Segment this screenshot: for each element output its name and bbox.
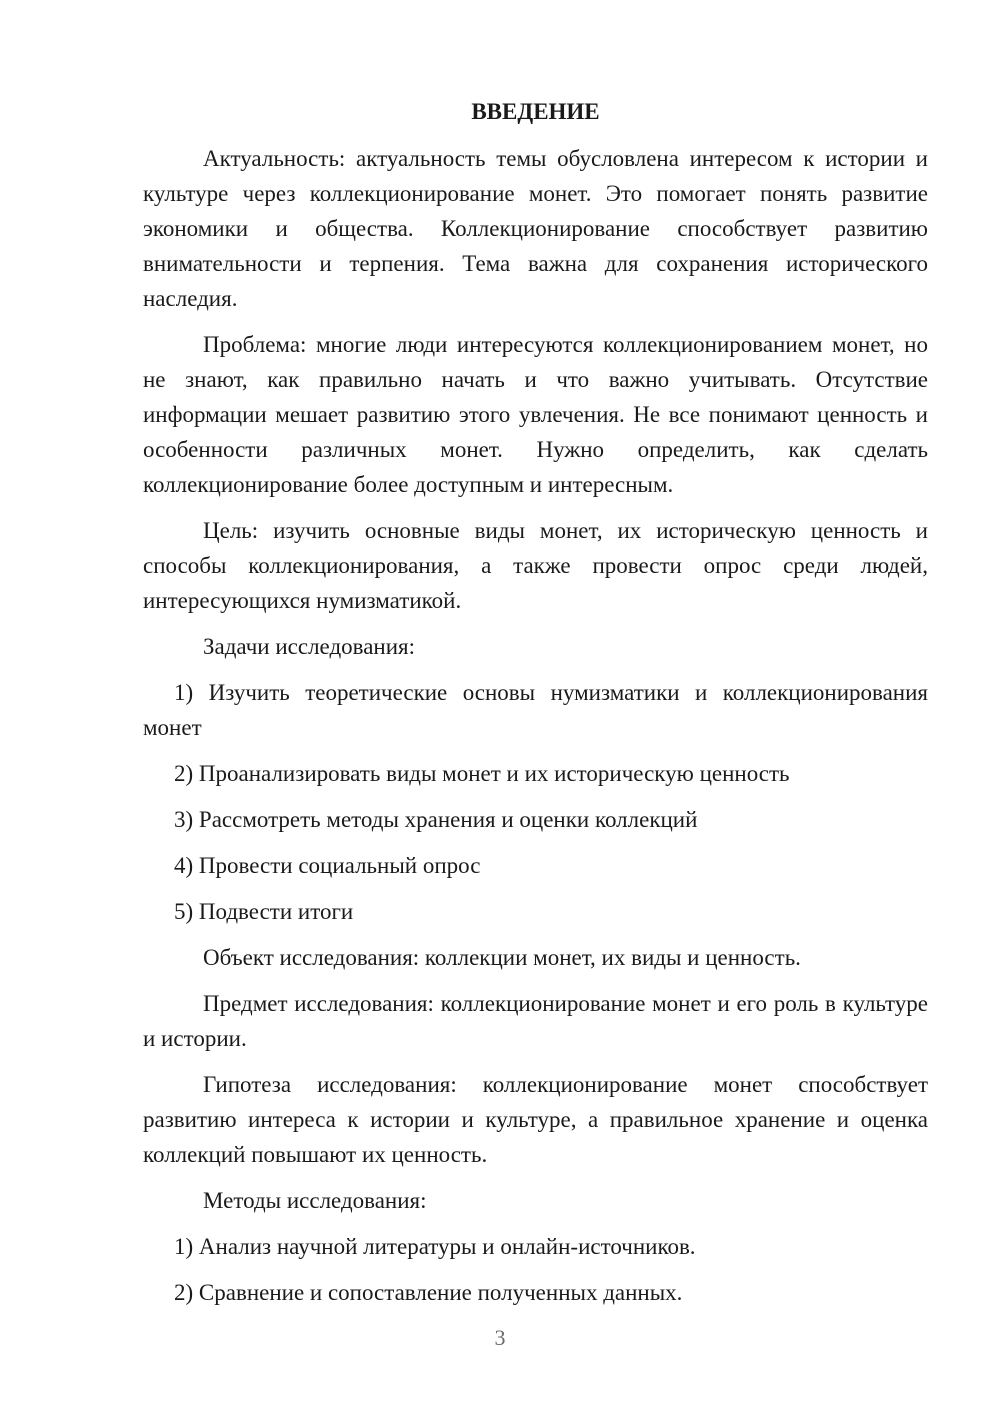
page-number: 3 (494, 1325, 506, 1350)
tasks-label: Задачи исследования: (203, 634, 416, 659)
method-item: 2) Сравнение и сопоставление полученных данных. (174, 1280, 683, 1305)
document-page (143, 94, 928, 1321)
task-item: 1) Изучить теоретические основы нумизматики и коллекционирования монет (143, 680, 928, 740)
methods-label: Методы исследования: (203, 1188, 427, 1213)
task-item: 5) Подвести итоги (174, 899, 354, 924)
task-item: 3) Рассмотреть методы хранения и оценки коллекций (174, 807, 698, 832)
relevance-paragraph: Актуальность: актуальность темы обусловлена интересом к истории и культуре через коллекционирование монет. Это помогает понять развитие экономики и общества. Коллекционирование способствует развитию внимательности и терпения. Тема важна для сохранения исторического наследия. (143, 146, 928, 311)
task-item: 2) Проанализировать виды монет и их историческую ценность (174, 761, 790, 786)
task-item: 4) Провести социальный опрос (174, 853, 481, 878)
goal-paragraph: Цель: изучить основные виды монет, их историческую ценность и способы коллекционирования, а также провести опрос среди людей, интересующихся нумизматикой. (143, 518, 928, 613)
hypothesis-paragraph: Гипотеза исследования: коллекционирование монет способствует развитию интереса к истории и культуре, а правильное хранение и оценка коллекций повышают их ценность. (143, 1072, 928, 1167)
method-item: 1) Анализ научной литературы и онлайн-источников. (174, 1234, 696, 1259)
section-title: ВВЕДЕНИЕ (471, 99, 600, 124)
subject-paragraph: Предмет исследования: коллекционирование монет и его роль в культуре и истории. (143, 991, 928, 1051)
object-paragraph: Объект исследования: коллекции монет, их виды и ценность. (203, 945, 801, 970)
problem-paragraph: Проблема: многие люди интересуются коллекционированием монет, но не знают, как правильно начать и что важно учитывать. Отсутствие информации мешает развитию этого увлечения. Не все понимают ценность и особенности различных монет. Нужно определить, как сделать коллекционирование более доступным и интересным. (143, 332, 928, 497)
